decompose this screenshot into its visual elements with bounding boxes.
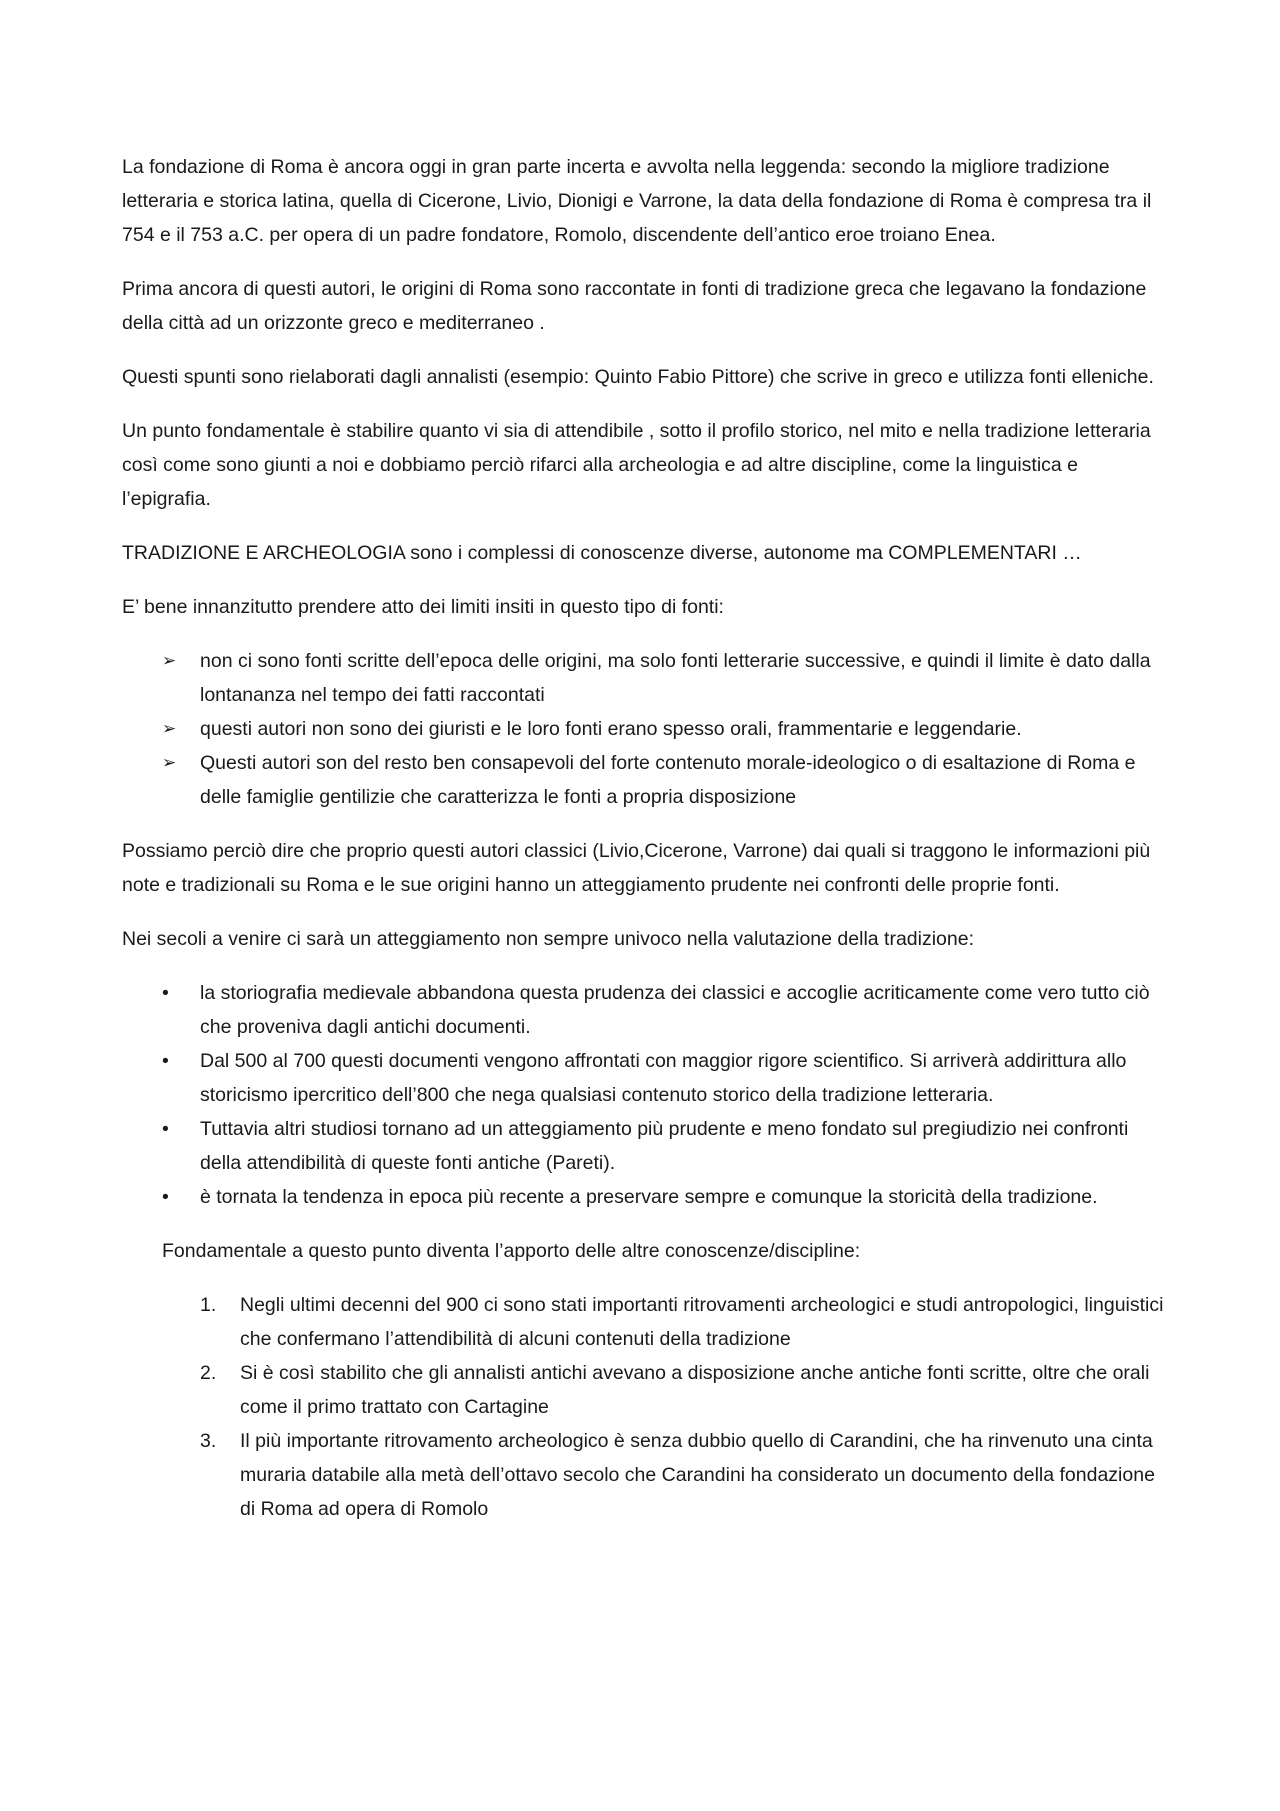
arrow-bullet-icon: ➢ [162, 651, 177, 670]
list-item [122, 1288, 1167, 1356]
list-item-text: Il più importante ritrovamento archeologico è senza dubbio quello di Carandini, che ha rinvenuto una cinta muraria databile alla metà dell’ottavo secolo che Carandini ha considerato un documento della fondazione di Roma ad opera di Romolo [240, 1430, 1155, 1520]
arrow-bullet-icon: ➢ [162, 753, 177, 772]
numbered-list [122, 1288, 1167, 1526]
list-item [122, 1356, 1167, 1424]
list-item [122, 1112, 1167, 1180]
list-item-text: Si è così stabilito che gli annalisti antichi avevano a disposizione anche antiche fonti scritte, oltre che orali come il primo trattato con Cartagine [240, 1362, 1150, 1418]
list-item-text: Tuttavia altri studiosi tornano ad un atteggiamento più prudente e meno fondato sul pregiudizio nei confronti della attendibilità di queste fonti antiche (Pareti). [200, 1118, 1129, 1174]
paragraph-limiti-fonti: E’ bene innanzitutto prendere atto dei limiti insiti in questo tipo di fonti: [122, 596, 724, 618]
bullet-icon: • [162, 1186, 169, 1208]
list-item [122, 746, 1167, 814]
list-item [122, 1424, 1167, 1526]
list-item-text: Dal 500 al 700 questi documenti vengono affrontati con maggior rigore scientifico. Si arriverà addirittura allo storicismo ipercritico dell’800 che nega qualsiasi contenuto storico della tradizione letteraria. [200, 1050, 1127, 1106]
paragraph-autori-classici: Possiamo perciò dire che proprio questi autori classici (Livio,Cicerone, Varrone) dai quali si traggono le informazioni più note e tradizionali su Roma e le sue origini hanno un atteggiamento prudente nei confronti delle proprie fonti. [122, 840, 1151, 896]
paragraph-fondamentale: Fondamentale a questo punto diventa l’apporto delle altre conoscenze/discipline: [162, 1240, 861, 1262]
list-item-text: Negli ultimi decenni del 900 ci sono stati importanti ritrovamenti archeologici e studi antropologici, linguistici che confermano l’attendibilità di alcuni contenuti della tradizione [240, 1294, 1164, 1350]
bullet-list [122, 976, 1167, 1214]
list-item [122, 1180, 1167, 1214]
list-item-text: la storiografia medievale abbandona questa prudenza dei classici e accoglie acriticamente come vero tutto ciò che proveniva dagli antichi documenti. [200, 982, 1150, 1038]
list-item-text: non ci sono fonti scritte dell’epoca delle origini, ma solo fonti letterarie successive, e quindi il limite è dato dalla lontananza nel tempo dei fatti raccontati [200, 650, 1151, 706]
document-page [122, 150, 1167, 1546]
arrow-bullet-icon: ➢ [162, 719, 177, 738]
list-item [122, 712, 1167, 746]
bullet-icon: • [162, 1050, 169, 1072]
paragraph-tradizione-greca: Prima ancora di questi autori, le origini di Roma sono raccontate in fonti di tradizione greca che legavano la fondazione della città ad un orizzonte greco e mediterraneo . [122, 278, 1147, 334]
list-item [122, 644, 1167, 712]
list-item [122, 1044, 1167, 1112]
list-item-text: questi autori non sono dei giuristi e le loro fonti erano spesso orali, frammentarie e leggendarie. [200, 718, 1022, 740]
paragraph-annalisti: Questi spunti sono rielaborati dagli annalisti (esempio: Quinto Fabio Pittore) che scrive in greco e utilizza fonti elleniche. [122, 366, 1154, 388]
list-item-text: Questi autori son del resto ben consapevoli del forte contenuto morale-ideologico o di esaltazione di Roma e delle famiglie gentilizie che caratterizza le fonti a propria disposizione [200, 752, 1136, 808]
arrow-list [122, 644, 1167, 814]
bullet-icon: • [162, 982, 169, 1004]
list-number: 2. [200, 1362, 217, 1384]
list-item-text: è tornata la tendenza in epoca più recente a preservare sempre e comunque la storicità della tradizione. [200, 1186, 1098, 1208]
paragraph-fondazione: La fondazione di Roma è ancora oggi in gran parte incerta e avvolta nella leggenda: secondo la migliore tradizione letteraria e storica latina, quella di Cicerone, Livio, Dionigi e Varrone, la data della fondazione di Roma è compresa tra il 754 e il 753 a.C. per opera di un padre fondatore, Romolo, discendente dell’antico eroe troiano Enea. [122, 156, 1152, 246]
paragraph-attendibilita: Un punto fondamentale è stabilire quanto vi sia di attendibile , sotto il profilo storico, nel mito e nella tradizione letteraria così come sono giunti a noi e dobbiamo perciò rifarci alla archeologia e ad altre discipline, come la linguistica e l’epigrafia. [122, 420, 1151, 510]
list-number: 3. [200, 1430, 217, 1452]
paragraph-tradizione-archeologia: TRADIZIONE E ARCHEOLOGIA sono i complessi di conoscenze diverse, autonome ma COMPLEMENTARI … [122, 542, 1082, 564]
paragraph-secoli-a-venire: Nei secoli a venire ci sarà un atteggiamento non sempre univoco nella valutazione della tradizione: [122, 928, 975, 950]
list-item [122, 976, 1167, 1044]
list-number: 1. [200, 1294, 217, 1316]
bullet-icon: • [162, 1118, 169, 1140]
